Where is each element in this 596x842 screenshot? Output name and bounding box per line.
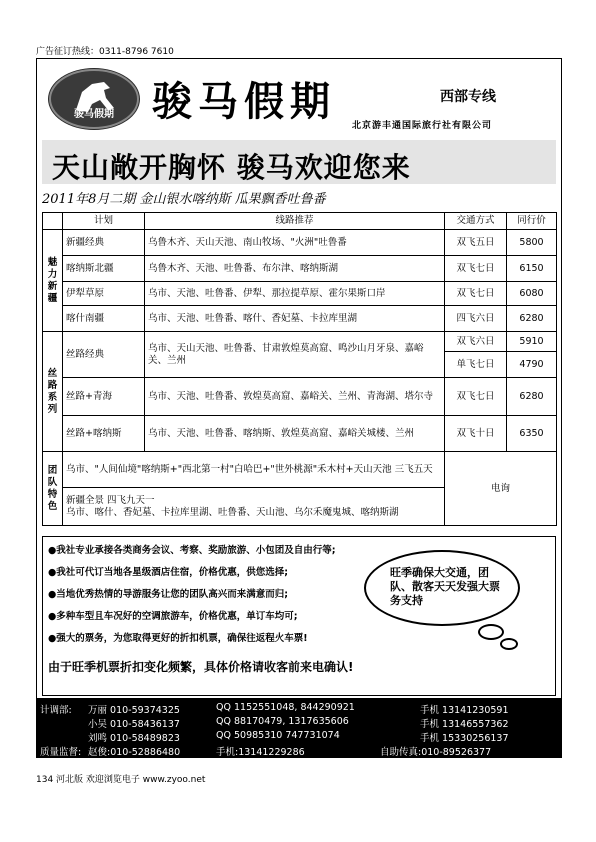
plan-cell: 丝路经典 (63, 332, 145, 378)
contact-panel (36, 698, 562, 758)
route-cell: 乌市、天池、吐鲁番、敦煌莫高窟、嘉峪关、兰州、青海湖、塔尔寺 (145, 378, 445, 416)
contact-name: 刘鸣 010-58489823 (88, 733, 180, 744)
plan-cell: 新疆经典 (63, 230, 145, 256)
feature-item: ●当地优秀热情的导游服务让您的团队高兴而来满意而归; (48, 589, 289, 600)
table-row (43, 378, 557, 416)
table-header-route: 线路推荐 (145, 213, 445, 230)
plan-cell: 喀什南疆 (63, 306, 145, 332)
contact-mobile: 手机 13141230591 (420, 705, 509, 716)
contact-qq: QQ 1152551048, 844290921 (216, 702, 355, 713)
contact-label: 计调部: (40, 705, 72, 716)
price-cell: 6280 (507, 306, 557, 332)
price-cell: 4790 (507, 352, 557, 378)
price-cell: 6350 (507, 416, 557, 452)
contact-row (36, 716, 562, 730)
price-cell: 6150 (507, 256, 557, 282)
route-cell: 乌鲁木齐、天山天池、南山牧场、"火洲"吐鲁番 (145, 230, 445, 256)
table-row (43, 416, 557, 452)
table-row (43, 452, 557, 488)
bubble-dot (478, 624, 504, 640)
table-header-transport: 交通方式 (445, 213, 507, 230)
transport-cell: 单飞七日 (445, 352, 507, 378)
price-cell: 6280 (507, 378, 557, 416)
route-cell: 乌市、天池、吐鲁番、伊犁、那拉提草原、霍尔果斯口岸 (145, 282, 445, 306)
price-cell: 5910 (507, 332, 557, 352)
page-footer: 134 河北版 欢迎浏览电子 www.zyoo.net (36, 775, 206, 785)
team-route-cell: 乌市、"人间仙境"喀纳斯+"西北第一村"白哈巴+"世外桃源"禾木村+天山天池 三飞五天 (63, 452, 445, 488)
table-row (43, 282, 557, 306)
table-header-plan: 计划 (63, 213, 145, 230)
category-team: 团队特色 (43, 452, 63, 526)
feature-item: ●我社专业承接各类商务会议、考察、奖励旅游、小包团及自由行等; (48, 545, 336, 556)
fax-number: 自助传真:010-89526377 (380, 747, 492, 758)
team-plan-route: 乌市、喀什、香妃墓、卡拉库里湖、吐鲁番、天山池、乌尔禾魔鬼城、喀纳斯湖 (66, 506, 399, 518)
company-name: 北京游丰通国际旅行社有限公司 (352, 121, 493, 131)
team-plan-title: 新疆全景 四飞九天一 (66, 494, 155, 506)
bubble-text: 旺季确保大交通，团队、散客天天发强大票务支持 (390, 566, 500, 607)
contact-qq: QQ 88170479, 1317635606 (216, 716, 349, 727)
transport-cell: 双飞六日 (445, 332, 507, 352)
quality-label: 质量监督: (40, 747, 82, 758)
team-route-cell (63, 488, 445, 526)
contact-row (36, 702, 562, 716)
feature-item: ●强大的票务，为您取得更好的折扣机票，确保往返程火车票! (48, 633, 308, 644)
plan-cell: 喀纳斯北疆 (63, 256, 145, 282)
contact-row (36, 730, 562, 744)
table-row (43, 230, 557, 256)
route-cell: 乌市、天山天池、吐鲁番、甘肃敦煌莫高窟、鸣沙山月牙泉、嘉峪关、兰州 (145, 332, 445, 378)
contact-mobile: 手机 13146557362 (420, 719, 509, 730)
transport-cell: 双飞七日 (445, 256, 507, 282)
plan-cell: 伊犁草原 (63, 282, 145, 306)
feature-item: ●我社可代订当地各星级酒店住宿，价格优惠，供您选择; (48, 567, 289, 578)
table-row (43, 306, 557, 332)
price-notice: 由于旺季机票折扣变化频繁，具体价格请收客前来电确认! (48, 660, 354, 674)
brand-title: 骏马假期 (152, 78, 336, 125)
table-header-price: 同行价 (507, 213, 557, 230)
contact-name: 万丽 010-59374325 (88, 705, 180, 716)
transport-cell: 双飞十日 (445, 416, 507, 452)
route-cell: 乌鲁木齐、天池、吐鲁番、布尔津、喀纳斯湖 (145, 256, 445, 282)
horse-logo-icon (48, 68, 140, 130)
bubble-dot (500, 638, 518, 650)
slogan-text: 天山敞开胸怀 骏马欢迎您来 (52, 151, 411, 184)
route-cell: 乌市、天池、吐鲁番、喀纳斯、敦煌莫高窟、嘉峪关城楼、兰州 (145, 416, 445, 452)
quality-mobile: 手机:13141229286 (216, 747, 305, 758)
horse-icon (48, 68, 140, 130)
price-cell: 6080 (507, 282, 557, 306)
category-silk: 丝路系列 (43, 332, 63, 452)
category-charm: 魅力新疆 (43, 230, 63, 332)
table-header-blank (43, 213, 63, 230)
route-table (42, 212, 557, 526)
table-row (43, 332, 557, 352)
price-cell: 5800 (507, 230, 557, 256)
contact-name: 小吴 010-58436137 (88, 719, 180, 730)
west-line-label: 西部专线 (440, 89, 496, 105)
logo-caption: 骏马假期 (74, 109, 114, 120)
team-price-cell: 电询 (445, 452, 557, 526)
contact-qq: QQ 50985310 747731074 (216, 730, 340, 741)
table-header-row (43, 213, 557, 230)
transport-cell: 四飞六日 (445, 306, 507, 332)
issue-line: 2011年8月二期 金山银水喀纳斯 瓜果飘香吐鲁番 (42, 192, 326, 207)
route-cell: 乌市、天池、吐鲁番、喀什、香妃墓、卡拉库里湖 (145, 306, 445, 332)
transport-cell: 双飞七日 (445, 282, 507, 306)
transport-cell: 双飞七日 (445, 378, 507, 416)
quality-contact: 赵俊:010-52886480 (88, 747, 181, 758)
quality-row (36, 744, 562, 758)
contact-mobile: 手机 15330256137 (420, 733, 509, 744)
feature-item: ●多种车型且车况好的空调旅游车，价格优惠，单订车均可; (48, 611, 298, 622)
table-row (43, 256, 557, 282)
plan-cell: 丝路+喀纳斯 (63, 416, 145, 452)
plan-cell: 丝路+青海 (63, 378, 145, 416)
ad-hotline: 广告征订热线：0311-8796 7610 (36, 47, 174, 57)
transport-cell: 双飞五日 (445, 230, 507, 256)
